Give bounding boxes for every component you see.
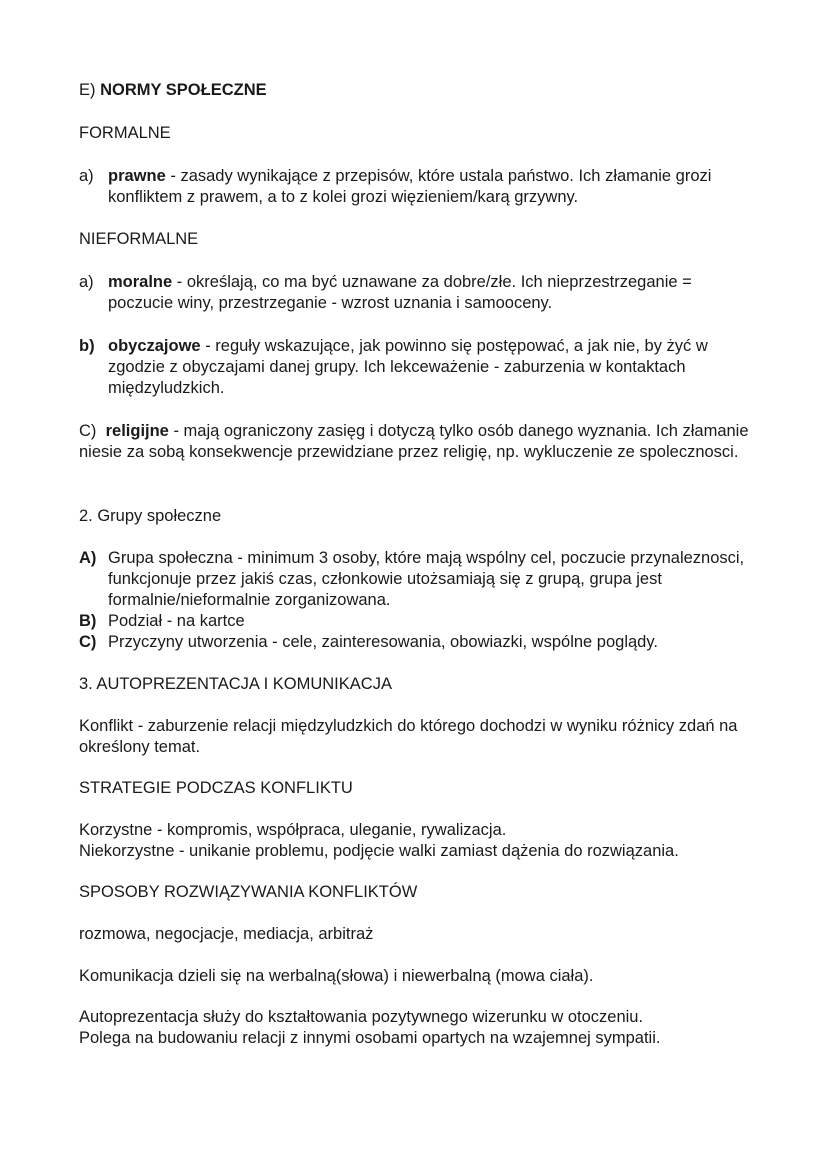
paragraph-komunikacja: Komunikacja dzieli się na werbalną(słowa) i niewerbalną (mowa ciała).	[79, 967, 594, 985]
list-marker: C)	[79, 422, 106, 440]
term-bold: religijne	[105, 422, 169, 440]
heading-prefix: E)	[79, 81, 101, 99]
list-item-grupa	[79, 548, 759, 611]
list-item-body	[108, 166, 759, 208]
list-item-body	[108, 336, 759, 399]
heading-bold: NORMY SPOŁECZNE	[100, 81, 267, 99]
paragraph-religijne	[79, 421, 759, 463]
section-heading-autoprezentacja: 3. AUTOPREZENTACJA I KOMUNIKACJA	[79, 675, 392, 693]
list-marker: b)	[79, 337, 95, 355]
list-marker: a)	[79, 167, 94, 185]
list-item-podzial	[79, 611, 759, 632]
subheading-formalne: FORMALNE	[79, 124, 171, 142]
paragraph-korzystne: Korzystne - kompromis, współpraca, uleganie, rywalizacja.	[79, 821, 507, 839]
term-bold: prawne	[108, 167, 166, 185]
term-bold: moralne	[108, 273, 173, 291]
list-item-body: Podział - na kartce	[108, 612, 245, 630]
paragraph-konflikt: Konflikt - zaburzenie relacji międzyludzkich do którego dochodzi w wyniku różnicy zdań na określony temat.	[79, 717, 738, 756]
paragraph-sposoby: rozmowa, negocjacje, mediacja, arbitraż	[79, 925, 374, 943]
list-item-przyczyny	[79, 632, 759, 653]
list-item-obyczajowe	[79, 336, 759, 399]
paragraph-niekorzystne: Niekorzystne - unikanie problemu, podjęcie walki zamiast dążenia do rozwiązania.	[79, 842, 679, 860]
section-heading-grupy: 2. Grupy społeczne	[79, 507, 222, 525]
subheading-sposoby: SPOSOBY ROZWIĄZYWANIA KONFLIKTÓW	[79, 883, 418, 901]
section-heading-norms	[79, 80, 759, 101]
list-marker: a)	[79, 273, 94, 291]
subheading-nieformalne: NIEFORMALNE	[79, 230, 199, 248]
list-marker: C)	[79, 633, 97, 651]
list-marker: A)	[79, 549, 97, 567]
list-item-moralne	[79, 272, 759, 314]
term-description: - zasady wynikające z przepisów, które ustala państwo. Ich złamanie grozi konfliktem z prawem, a to z kolei grozi więzieniem/karą grzywny.	[108, 167, 712, 206]
subheading-strategie: STRATEGIE PODCZAS KONFLIKTU	[79, 779, 353, 797]
list-item-body: Grupa społeczna - minimum 3 osoby, które mają wspólny cel, poczucie przynaleznosci, funkcjonuje przez jakiś czas, członkowie utożsamiają się z grupą, grupa jest formalnie/nieformalnie zorganizowana.	[108, 549, 745, 609]
paragraph-autoprezentacja-line1: Autoprezentacja służy do kształtowania pozytywnego wizerunku w otoczeniu.	[79, 1008, 644, 1026]
list-item-body	[108, 272, 759, 314]
list-item-prawne	[79, 166, 759, 208]
list-item-body: Przyczyny utworzenia - cele, zainteresowania, obowiazki, wspólne poglądy.	[108, 633, 658, 651]
list-marker: B)	[79, 612, 97, 630]
term-description: - określają, co ma być uznawane za dobre/złe. Ich nieprzestrzeganie = poczucie winy, przestrzeganie - wzrost uznania i samooceny.	[108, 273, 692, 312]
paragraph-autoprezentacja-line2: Polega na budowaniu relacji z innymi osobami opartych na wzajemnej sympatii.	[79, 1029, 661, 1047]
term-bold: obyczajowe	[108, 337, 201, 355]
term-description: - reguły wskazujące, jak powinno się postępować, a jak nie, by żyć w zgodzie z obyczajami danej grupy. Ich lekceważenie - zaburzenia w kontaktach międzyludzkich.	[108, 337, 708, 397]
term-description: - mają ograniczony zasięg i dotyczą tylko osób danego wyznania. Ich złamanie niesie za sobą konsekwencje przewidziane przez religię, np. wykluczenie ze spolecznosci.	[79, 422, 749, 461]
